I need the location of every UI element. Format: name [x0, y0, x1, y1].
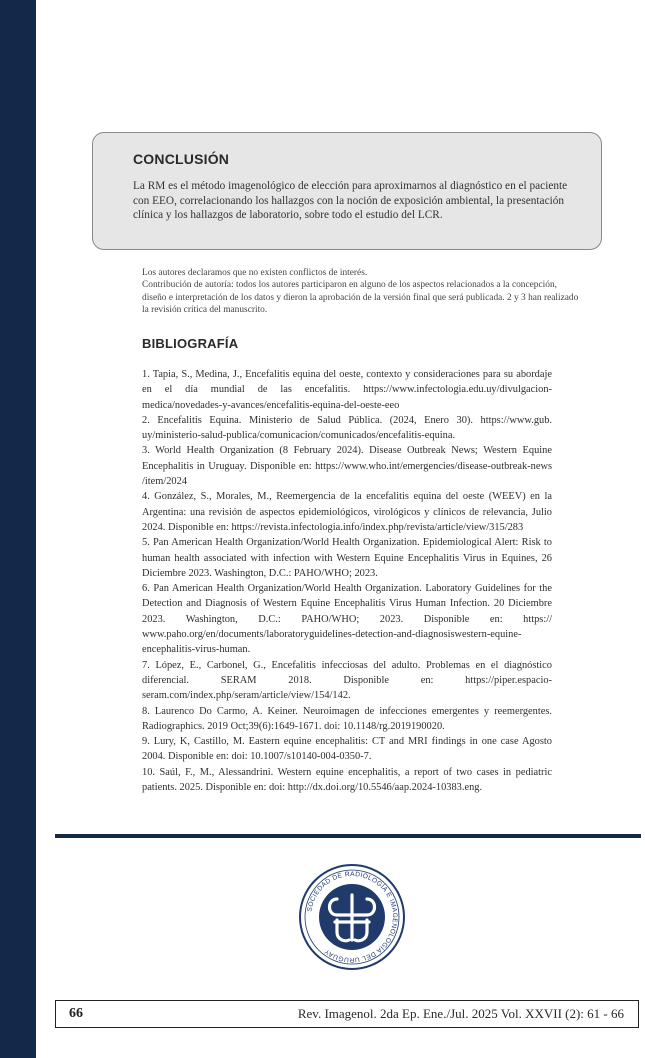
conclusion-text: La RM es el método imagenológico de elección para aproximarnos al diagnóstico en el paciente con EEO, correlacionando los hallazgos con la noción de exposición ambiental, la presentación clínica y los hallazgos de laboratorio, sobre todo el estudio del LCR.: [133, 180, 568, 221]
society-logo: [297, 862, 407, 972]
section-divider: [55, 834, 641, 838]
conclusion-title: CONCLUSIÓN: [133, 151, 230, 167]
conflicts-statement: Los autores declaramos que no existen conflictos de interés.: [142, 268, 368, 278]
page-number: 66: [69, 1006, 83, 1021]
reference-item: 10. Saúl, F., M., Alessandrini. Western equine encephalitis, a report of two cases in pediatric patients. 2025. Disponible en: doi: http://dx.doi.org/10.5546/aap.2024-10383.eng.: [142, 766, 552, 794]
reference-item: 4. González, S., Morales, M., Reemergencia de la encefalitis equina del oeste (WEEV) en la Argentina: una revisión de aspectos epidemiológicos, virológicos y clínicos de relevancia, Julio 2024. Disponible en: https://revista.infectologia.info/index.php/revista/article/view/315/283: [142, 491, 552, 533]
reference-item: 7. López, E., Carbonel, G., Encefalitis infecciosas del adulto. Problemas en el diagnóstico diferencial. SERAM 2018. Disponible en: https://piper.espacio-seram.com/index.php/seram/article/view/154/142.: [142, 659, 552, 702]
reference-item: 3. World Health Organization (8 February 2024). Disease Outbreak News; Western Equine Encephalitis in Uruguay. Disponible en: https://www.who.int/emergencies/disease-outbreak-news /item/2024: [142, 445, 552, 488]
reference-item: 9. Lury, K, Castillo, M. Eastern equine encephalitis: CT and MRI findings in one case Agosto 2004. Disponible en: doi: 10.1007/s10140-004-0350-7.: [142, 736, 552, 763]
journal-citation: Rev. Imagenol. 2da Ep. Ene./Jul. 2025 Vol. XXVII (2): 61 - 66: [297, 1006, 624, 1021]
authorship-contribution: Contribución de autoría: todos los autores participaron en alguno de los aspectos relacionados a la concepción, diseño e interpretación de los datos y dieron la aprobación de la versión final que será publicada. 2 y 3 han realizado la revisión crítica del manuscrito.: [142, 280, 579, 316]
bibliography-title: BIBLIOGRAFÍA: [142, 336, 239, 351]
side-color-bar: [0, 0, 36, 1058]
reference-item: 1. Tapia, S., Medina, J., Encefalitis equina del oeste, contexto y consideraciones para su abordaje en el día mundial de las encefalitis. https://www.infectologia.edu.uy/divulgacion-medica/novedades-y-avances/encefalitis-equina-del-oeste-eeo: [142, 369, 552, 411]
page-footer: [55, 1000, 639, 1028]
author-declarations: [142, 267, 582, 317]
reference-item: 5. Pan American Health Organization/World Health Organization. Epidemiological Alert: Risk to human health associated with infection with Western Equine Encephalitis Virus in Equines, 26 Diciembre 2023. Washington, D.C.: PAHO/WHO; 2023.: [142, 537, 552, 579]
reference-item: 6. Pan American Health Organization/World Health Organization. Laboratory Guidelines for the Detection and Diagnosis of Western Equine Encephalitis Virus Human Infection. 20 Diciembre 2023. Washington, D.C.: PAHO/WHO; 2023. Disponible en: https:// www.paho.org/en/documents/laboratoryguidelines-detection-and-diagnosiswestern-equine-encephalitis-virus-human.: [142, 583, 552, 656]
svg-text:SOCIEDAD DE RADIOLOGÍA E IMAGE: SOCIEDAD DE RADIOLOGÍA E IMAGENOLOGÍA DEL URUGUAY: [306, 870, 399, 964]
conclusion-box: [92, 132, 602, 250]
reference-item: 8. Laurenco Do Carmo, A. Keiner. Neuroimagen de infecciones emergentes y reemergentes. Radiographics. 2019 Oct;39(6):1649-1671. doi: 10.1148/rg.2019190020.: [142, 705, 552, 732]
reference-list: [142, 367, 552, 795]
reference-item: 2. Encefalitis Equina. Ministerio de Salud Pública. (2024, Enero 30). https://www.gub. uy/ministerio-salud-publica/comunicacion/comunicados/encefalitis-equina.: [142, 414, 552, 442]
